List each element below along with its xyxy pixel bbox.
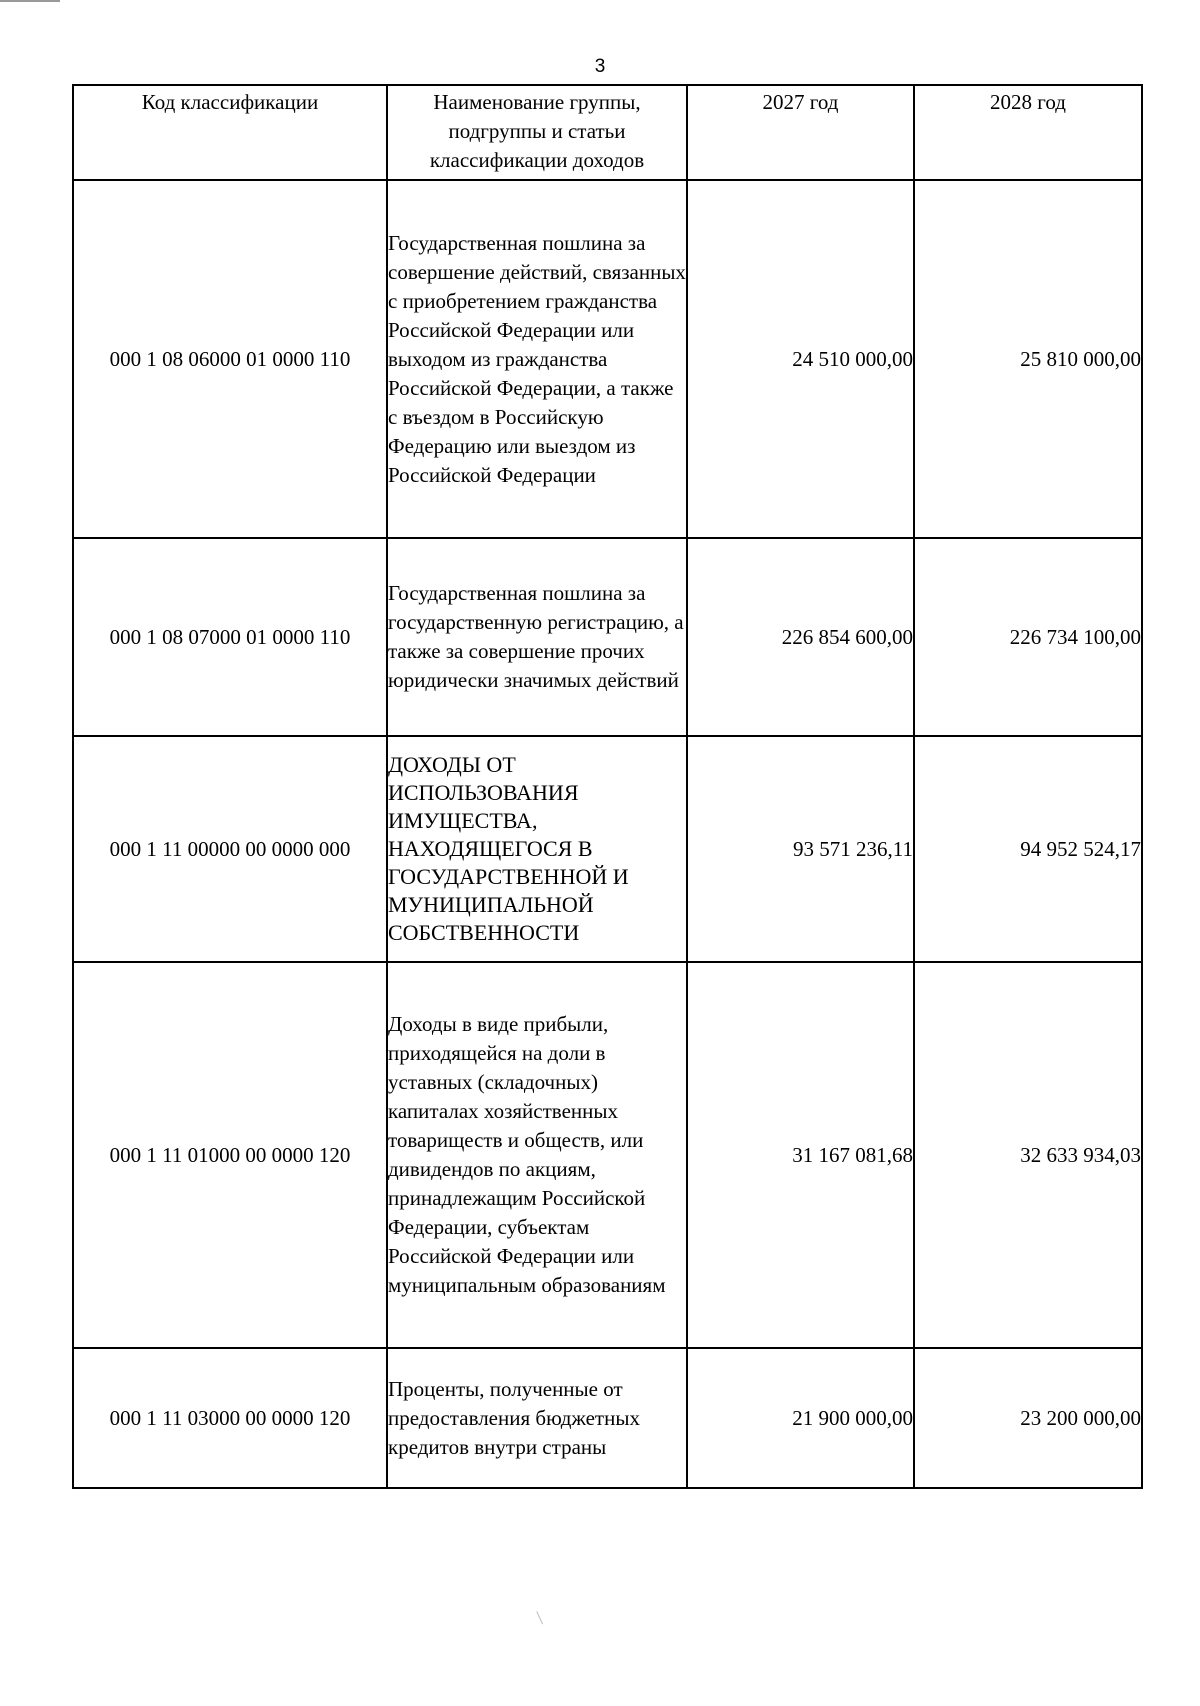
- table-header-row: [73, 85, 1142, 180]
- header-code: Код классификации: [73, 85, 387, 180]
- row-name: Проценты, полученные от предоставления бюджетных кредитов внутри страны: [387, 1348, 687, 1488]
- row-value-2028: 94 952 524,17: [914, 736, 1142, 962]
- table-row: [73, 736, 1142, 962]
- row-name: Доходы в виде прибыли, приходящейся на доли в уставных (складочных) капиталах хозяйственных товариществ и обществ, или дивидендов по акциям, принадлежащим Российской Федерации, субъектам Российской Федерации или муниципальным образованиям: [387, 962, 687, 1348]
- row-name: ДОХОДЫ ОТ ИСПОЛЬЗОВАНИЯ ИМУЩЕСТВА, НАХОДЯЩЕГОСЯ В ГОСУДАРСТВЕННОЙ И МУНИЦИПАЛЬНОЙ СОБСТВЕННОСТИ: [387, 736, 687, 962]
- row-value-2028: 25 810 000,00: [914, 180, 1142, 538]
- header-year-2028: 2028 год: [914, 85, 1142, 180]
- row-value-2027: 31 167 081,68: [687, 962, 914, 1348]
- row-value-2028: 226 734 100,00: [914, 538, 1142, 736]
- row-name: Государственная пошлина за государственную регистрацию, а также за совершение прочих юридически значимых действий: [387, 538, 687, 736]
- revenue-table: [72, 84, 1143, 1489]
- row-code: 000 1 08 07000 01 0000 110: [73, 538, 387, 736]
- header-name: Наименование группы, подгруппы и статьи классификации доходов: [387, 85, 687, 180]
- scan-edge-mark: [0, 0, 60, 2]
- row-code: 000 1 11 01000 00 0000 120: [73, 962, 387, 1348]
- row-value-2027: 24 510 000,00: [687, 180, 914, 538]
- row-code: 000 1 11 00000 00 0000 000: [73, 736, 387, 962]
- header-year-2027: 2027 год: [687, 85, 914, 180]
- row-value-2027: 93 571 236,11: [687, 736, 914, 962]
- table-row: [73, 538, 1142, 736]
- row-code: 000 1 11 03000 00 0000 120: [73, 1348, 387, 1488]
- table-row: [73, 962, 1142, 1348]
- table-row: [73, 1348, 1142, 1488]
- row-value-2027: 226 854 600,00: [687, 538, 914, 736]
- row-code: 000 1 08 06000 01 0000 110: [73, 180, 387, 538]
- page-number: 3: [594, 56, 606, 77]
- table-row: [73, 180, 1142, 538]
- row-value-2028: 23 200 000,00: [914, 1348, 1142, 1488]
- row-value-2027: 21 900 000,00: [687, 1348, 914, 1488]
- scan-artifact: [536, 1610, 546, 1625]
- row-value-2028: 32 633 934,03: [914, 962, 1142, 1348]
- row-name: Государственная пошлина за совершение действий, связанных с приобретением гражданства Российской Федерации или выходом из гражданства Российской Федерации, а также с въездом в Российскую Федерацию или выездом из Российской Федерации: [387, 180, 687, 538]
